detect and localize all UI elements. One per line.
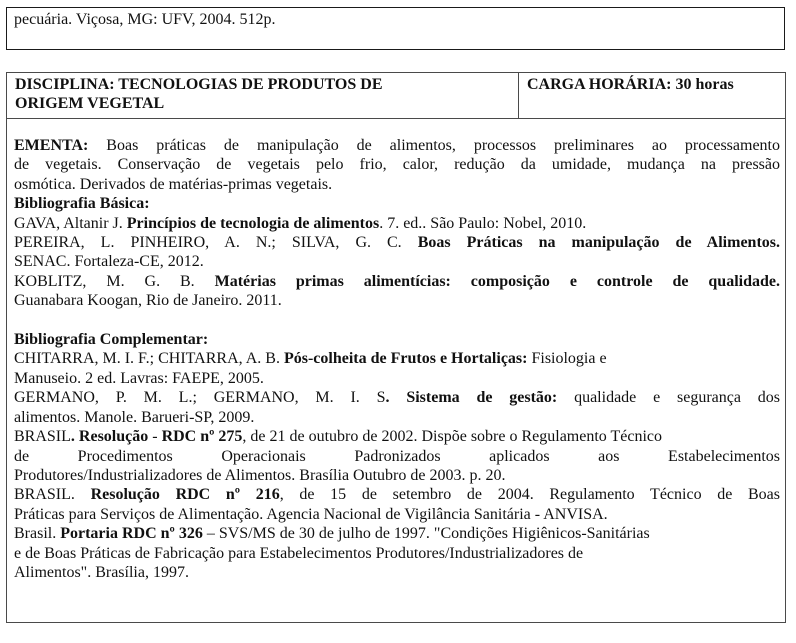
text-line: [14, 505, 780, 524]
text-line: [14, 408, 780, 427]
text-line: [14, 330, 780, 349]
text-run: GERMANO, P. M. L.; GERMANO, M. I. S: [14, 389, 386, 407]
bold-text-run: RDC nº 275: [161, 428, 243, 446]
text-line: [14, 233, 780, 252]
text-run: alimentos. Manole. Barueri-SP, 2009.: [14, 408, 255, 426]
text-line: [14, 485, 780, 504]
previous-discipline-box: [6, 7, 785, 50]
text-run: Boas práticas de manipulação de alimentos, processos preliminares ao processamento: [88, 137, 780, 154]
header-column-divider: [518, 73, 519, 118]
bold-text-run: . Sistema de gestão:: [385, 389, 558, 407]
text-line: [14, 349, 780, 368]
text-run: BRASIL.: [14, 486, 91, 504]
bold-text-run: Matérias primas alimentícias: composição e controle de qualidade.: [214, 272, 780, 290]
text-run: SENAC. Fortaleza-CE, 2012.: [14, 253, 204, 271]
text-line: [14, 369, 780, 388]
text-run: de vegetais. Conservação de vegetais pelo frio, calor, redução da umidade, mudança na pressão: [14, 156, 780, 174]
discipline-title: [15, 75, 515, 113]
text-run: Práticas para Serviços de Alimentação. Agencia Nacional de Vigilância Sanitária - ANVISA.: [14, 505, 608, 523]
bold-text-run: Resolução RDC nº 216: [90, 486, 280, 504]
workload-label: CARGA HORÁRIA: 30 horas: [527, 76, 734, 93]
text-run: – SVS/MS de 30 de julho de 1997. "Condições Higiênicos-Sanitárias: [202, 525, 650, 543]
text-run: Fisiologia e: [527, 350, 607, 368]
discipline-title-line-2: ORIGEM VEGETAL: [15, 95, 165, 112]
text-run: Produtores/Industrializadores de Alimentos. Brasília Outubro de 2003. p. 20.: [14, 466, 506, 484]
text-run: -: [148, 428, 162, 446]
text-line: [14, 388, 780, 407]
text-run: , de 15 de setembro de 2004. Regulamento Técnico de Boas: [279, 486, 780, 504]
text-run: e de Boas Práticas de Fabricação para Estabelecimentos Produtores/Industrializadores de: [14, 544, 584, 562]
text-line: [14, 447, 780, 466]
text-line: [14, 272, 780, 291]
text-run: . 7. ed.. São Paulo: Nobel, 2010.: [379, 214, 587, 232]
text-run: CHITARRA, M. I. F.; CHITARRA, A. B.: [14, 350, 284, 368]
bold-text-run: . Resolução: [70, 428, 149, 446]
text-line: [14, 155, 780, 174]
text-line: [14, 214, 780, 233]
syllabus-content: [14, 136, 780, 582]
bold-text-run: Bibliografia Complementar:: [14, 331, 209, 349]
text-run: Guanabara Koogan, Rio de Janeiro. 2011.: [14, 292, 282, 310]
text-line: [14, 524, 780, 543]
bold-text-run: Boas Práticas na manipulação de Alimentos.: [417, 234, 780, 252]
text-run: Alimentos". Brasília, 1997.: [14, 563, 189, 581]
header-row-divider: [7, 118, 785, 119]
bold-text-run: Princípios de tecnologia de alimentos: [126, 214, 380, 232]
text-run: , de 21 de outubro de 2002. Dispõe sobre o Regulamento Técnico: [242, 428, 663, 446]
text-run: BRASIL: [14, 428, 71, 446]
text-line: [14, 252, 780, 271]
text-run: GAVA, Altanir J.: [14, 214, 127, 232]
blank-line: [14, 311, 780, 330]
bold-text-run: Portaria RDC nº 326: [60, 525, 203, 543]
discipline-title-line-1: DISCIPLINA: TECNOLOGIAS DE PRODUTOS DE: [15, 76, 383, 93]
text-run: osmótica. Derivados de matérias-primas vegetais.: [14, 175, 333, 193]
bold-text-run: Pós-colheita de Frutos e Hortaliças:: [283, 350, 528, 368]
bold-text-run: Bibliografia Básica:: [14, 195, 150, 213]
text-run: PEREIRA, L. PINHEIRO, A. N.; SILVA, G. C.: [14, 234, 418, 252]
bold-text-run: EMENTA:: [14, 137, 89, 154]
text-run: qualidade e segurança dos: [557, 389, 780, 407]
text-line: [14, 427, 780, 446]
text-line: [14, 563, 780, 582]
text-line: [14, 136, 780, 155]
text-line: [14, 175, 780, 194]
text-run: KOBLITZ, M. G. B.: [14, 272, 215, 290]
text-line: [14, 194, 780, 213]
text-run: Brasil.: [14, 525, 61, 543]
text-line: [14, 544, 780, 563]
text-run: de Procedimentos Operacionais Padronizados aplicados aos Estabelecimentos: [14, 447, 780, 465]
text-line: [14, 466, 780, 485]
text-line: [14, 291, 780, 310]
previous-bibliography-line: pecuária. Viçosa, MG: UFV, 2004. 512p.: [14, 11, 276, 28]
text-run: Manuseio. 2 ed. Lavras: FAEPE, 2005.: [14, 369, 264, 387]
